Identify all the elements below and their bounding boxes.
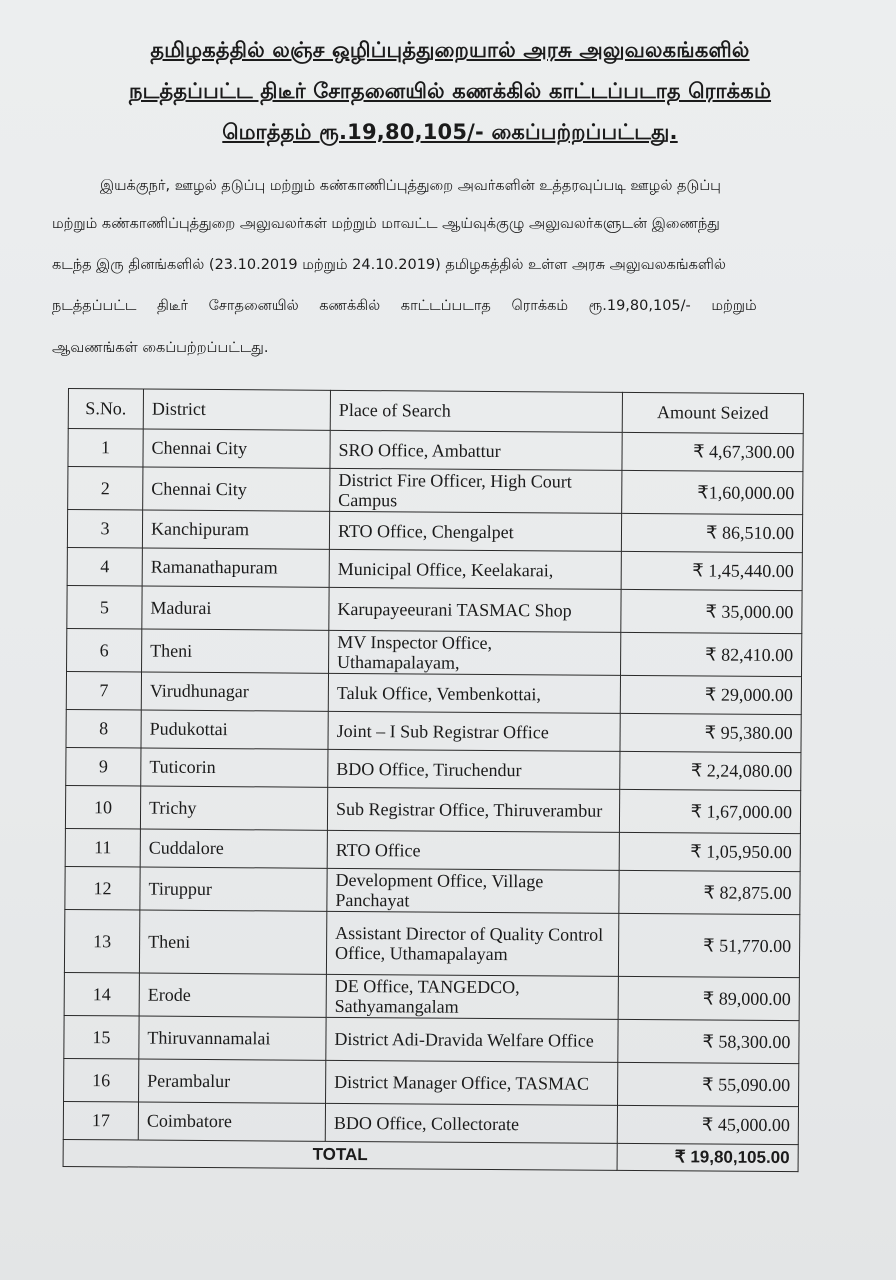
table-row (66, 671, 801, 714)
paragraph-line-4: நடத்தப்பட்ட திடீர் சோதனையில் கணக்கில் காட்டப்படாத ரொக்கம் ரூ.19,80,105/- மற்றும் (52, 298, 757, 314)
title-line-1: தமிழகத்தில் லஞ்ச ஒழிப்புத்துறையால் அரசு அலுவலகங்களில் (150, 38, 750, 62)
cell-place: DE Office, TANGEDCO, Sathyamangalam (326, 974, 618, 1019)
cell-sno: 8 (66, 709, 141, 748)
cell-district: Theni (142, 629, 329, 673)
cell-amount: ₹ 1,67,000.00 (619, 789, 800, 833)
table-row (63, 1101, 798, 1144)
cell-place: Assistant Director of Quality Control Office, Uthamapalayam (326, 911, 618, 976)
table-row (67, 628, 802, 676)
cell-sno: 7 (66, 671, 141, 710)
cell-place: SRO Office, Ambattur (330, 430, 622, 470)
cell-place: RTO Office (327, 830, 619, 870)
header-sno: S.No. (68, 389, 143, 430)
total-row (63, 1139, 798, 1171)
cell-district: Tuticorin (141, 748, 328, 787)
cell-place: Joint – I Sub Registrar Office (328, 711, 620, 751)
cell-amount: ₹ 82,875.00 (619, 870, 800, 914)
cell-amount: ₹ 86,510.00 (621, 513, 802, 552)
cell-place: Karupayeeurani TASMAC Shop (329, 587, 621, 632)
cell-district: Theni (139, 910, 326, 974)
cell-place: BDO Office, Tiruchendur (328, 749, 620, 789)
header-place: Place of Search (330, 390, 622, 432)
table-row (66, 747, 801, 790)
cell-amount: ₹ 51,770.00 (618, 913, 799, 977)
cell-amount: ₹ 2,24,080.00 (620, 751, 801, 790)
paragraph-line-3: கடந்த இரு தினங்களில் (23.10.2019 மற்றும் 24.10.2019) தமிழகத்தில் உள்ள அரசு அலுவலகங்களில் (52, 257, 726, 273)
cell-amount: ₹ 35,000.00 (621, 589, 802, 633)
cell-district: Chennai City (143, 429, 330, 468)
header-amount: Amount Seized (622, 392, 803, 433)
table-row (64, 1015, 799, 1063)
cell-place: District Adi-Dravida Welfare Office (326, 1017, 618, 1062)
cell-sno: 10 (65, 785, 140, 829)
title-line-2: நடத்தப்பட்ட திடீர் சோதனையில் கணக்கில் காட்டப்படாத ரொக்கம் (128, 79, 772, 103)
cell-district: Perambalur (139, 1059, 326, 1103)
cell-district: Ramanathapuram (142, 548, 329, 587)
cell-sno: 1 (68, 429, 143, 468)
table-row (68, 467, 803, 515)
cell-sno: 3 (67, 510, 142, 549)
cell-amount: ₹ 29,000.00 (620, 675, 801, 714)
cell-district: Tiruppur (140, 867, 327, 911)
cell-place: BDO Office, Collectorate (325, 1103, 617, 1143)
cell-sno: 4 (67, 547, 142, 586)
table-row (67, 547, 802, 590)
cell-sno: 15 (64, 1015, 139, 1059)
cell-district: Virudhunagar (141, 672, 328, 711)
cell-district: Madurai (142, 586, 329, 630)
paragraph-line-5: ஆவணங்கள் கைப்பற்றப்பட்டது. (52, 340, 269, 356)
cell-amount: ₹ 82,410.00 (621, 632, 802, 676)
table-row (64, 1058, 799, 1106)
cell-sno: 16 (64, 1058, 139, 1102)
cell-sno: 9 (66, 747, 141, 786)
cell-sno: 11 (65, 828, 140, 867)
cell-place: District Fire Officer, High Court Campus (330, 468, 622, 513)
cell-place: Development Office, Village Panchayat (327, 868, 619, 913)
cell-amount: ₹ 4,67,300.00 (622, 432, 803, 471)
cell-amount: ₹ 55,090.00 (618, 1062, 799, 1106)
paragraph-line-2: மற்றும் கண்காணிப்புத்துறை அலுவலர்கள் மற்றும் மாவட்ட ஆய்வுக்குழு அலுவலர்களுடன் இணைந்து (52, 216, 720, 232)
cell-place: MV Inspector Office, Uthamapalayam, (329, 630, 621, 675)
title-line-3: மொத்தம் ரூ.19,80,105/- கைப்பற்றப்பட்டது. (222, 120, 678, 144)
table-row (68, 429, 803, 472)
cell-sno: 12 (65, 866, 140, 910)
cell-district: Erode (139, 973, 326, 1017)
cell-place: Taluk Office, Vembenkottai, (328, 673, 620, 713)
table-row (66, 709, 801, 752)
cell-district: Kanchipuram (142, 510, 329, 549)
cell-place: Municipal Office, Keelakarai, (329, 549, 621, 589)
cell-amount: ₹ 89,000.00 (618, 976, 799, 1020)
cell-district: Trichy (140, 786, 327, 830)
table-header-row (68, 389, 803, 434)
table-row (67, 510, 802, 553)
cell-sno: 14 (64, 972, 139, 1016)
cell-district: Chennai City (143, 467, 330, 511)
cell-amount: ₹1,60,000.00 (622, 470, 803, 514)
header-district: District (143, 389, 330, 430)
seizure-table (63, 388, 804, 1172)
cell-sno: 5 (67, 585, 142, 629)
cell-sno: 13 (64, 909, 139, 973)
cell-place: RTO Office, Chengalpet (329, 511, 621, 551)
table-row (65, 866, 800, 914)
table-row (64, 972, 799, 1020)
cell-place: Sub Registrar Office, Thiruverambur (327, 787, 619, 832)
table-row (65, 828, 800, 871)
cell-sno: 17 (63, 1101, 138, 1140)
table-row (65, 785, 800, 833)
cell-district: Thiruvannamalai (139, 1016, 326, 1060)
cell-sno: 6 (67, 628, 142, 672)
cell-amount: ₹ 1,05,950.00 (619, 832, 800, 871)
cell-amount: ₹ 1,45,440.00 (621, 551, 802, 590)
total-label: TOTAL (63, 1139, 617, 1170)
table-row (64, 909, 799, 977)
paragraph-line-1: இயக்குநர், ஊழல் தடுப்பு மற்றும் கண்காணிப்புத்துறை அவர்களின் உத்தரவுப்படி ஊழல் தடுப்பு (100, 178, 721, 194)
cell-amount: ₹ 95,380.00 (620, 713, 801, 752)
cell-sno: 2 (68, 467, 143, 511)
cell-district: Pudukottai (141, 710, 328, 749)
cell-place: District Manager Office, TASMAC (326, 1060, 618, 1105)
total-amount: ₹ 19,80,105.00 (617, 1143, 798, 1171)
cell-district: Cuddalore (140, 829, 327, 868)
table-row (67, 585, 802, 633)
cell-district: Coimbatore (138, 1102, 325, 1141)
cell-amount: ₹ 45,000.00 (617, 1105, 798, 1144)
cell-amount: ₹ 58,300.00 (618, 1019, 799, 1063)
